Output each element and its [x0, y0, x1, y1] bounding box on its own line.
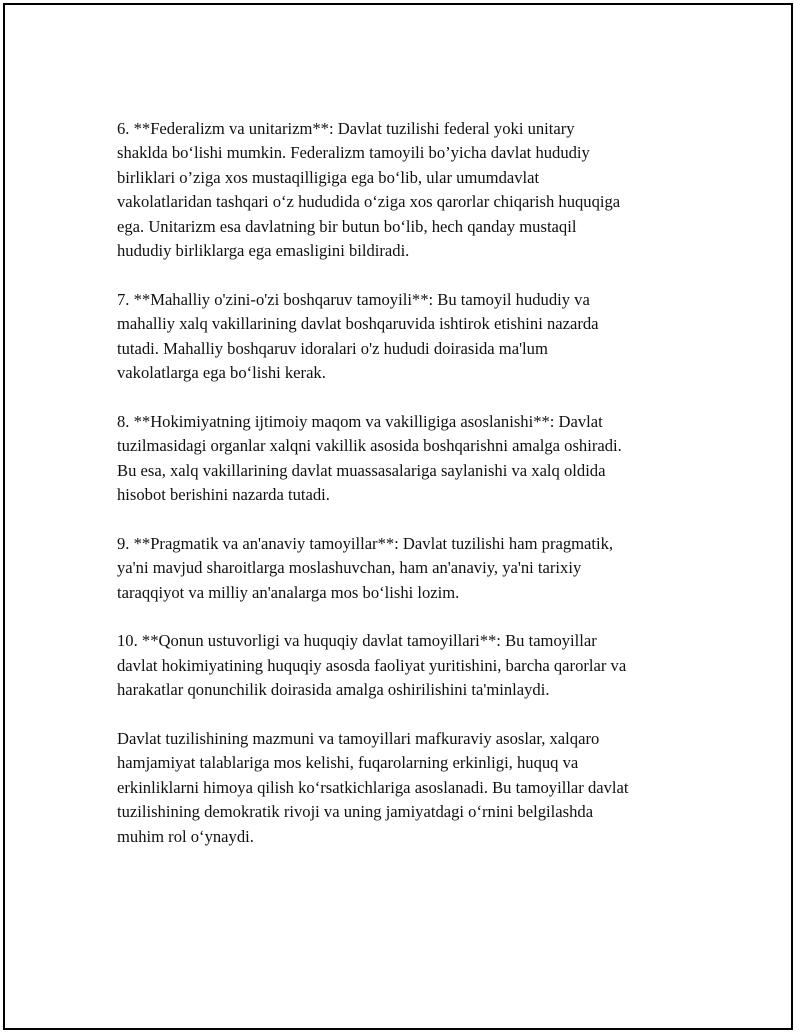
document-body — [117, 117, 697, 874]
paragraph-qonun-ustuvorligi: 10. **Qonun ustuvorligi va huquqiy davlat tamoyillari**: Bu tamoyillar davlat hokimiyatining huquqiy asosda faoliyat yuritishini, barcha qarorlar va harakatlar qonunchilik doirasida amalga oshirilishini ta'minlaydi. — [117, 631, 627, 700]
paragraph-hokimiyat-vakillik: 8. **Hokimiyatning ijtimoiy maqom va vakilligiga asoslanishi**: Davlat tuzilmasidagi organlar xalqni vakillik asosida boshqarishni amalga oshiradi. Bu esa, xalq vakillarining davlat muassasalariga saylanishi va xalq oldida hisobot berishini nazarda tutadi. — [117, 411, 622, 505]
paragraph-mahalliy-boshqaruv: 7. **Mahalliy o'zini-o'zi boshqaruv tamoyili**: Bu tamoyil hududiy va mahalliy xalq vakillarining davlat boshqaruvida ishtirok etishini nazarda tutadi. Mahalliy boshqaruv idoralari o'z hududi doirasida ma'lum vakolatlarga ega bo‘lishi kerak. — [117, 289, 599, 383]
paragraph-xulosa: Davlat tuzilishining mazmuni va tamoyillari mafkuraviy asoslar, xalqaro hamjamiyat talablariga mos kelishi, fuqarolarning erkinligi, huquq va erkinliklarni himoya qilish ko‘rsatkichlariga asoslanadi. Bu tamoyillar davlat tuzilishining demokratik rivoji va uning jamiyatdagi o‘rnini belgilashda muhim rol o‘ynaydi. — [117, 729, 629, 846]
paragraph-pragmatik-tamoyillar: 9. **Pragmatik va an'anaviy tamoyillar**: Davlat tuzilishi ham pragmatik, ya'ni mavjud sharoitlarga moslashuvchan, ham an'anaviy, ya'ni tarixiy taraqqiyot va milliy an'analarga mos bo‘lishi lozim. — [117, 533, 614, 602]
paragraph-federalizm: 6. **Federalizm va unitarizm**: Davlat tuzilishi federal yoki unitary shaklda bo‘lishi mumkin. Federalizm tamoyili bo’yicha davlat hududiy birliklari o’ziga xos mustaqilligiga ega bo‘lib, ular umumdavlat vakolatlaridan tashqari o‘z hududida o‘ziga xos qarorlar chiqarish huquqiga ega. Unitarizm esa davlatning bir butun bo‘lib, hech qanday mustaqil hududiy birliklarga ega emasligini bildiradi. — [117, 119, 621, 261]
